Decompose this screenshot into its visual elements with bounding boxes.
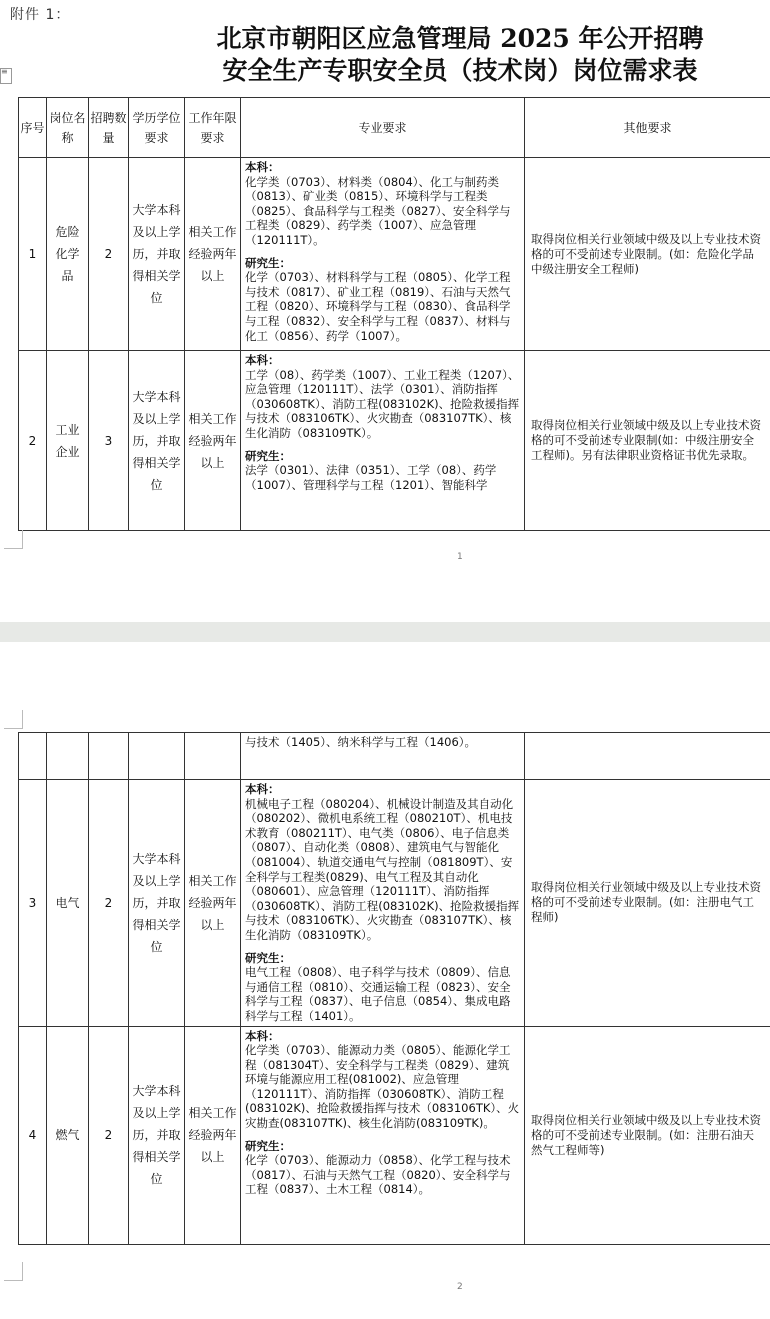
undergrad-majors: 化学类（0703）、能源动力类（0805）、能源化学工程（081304T）、安全科学与工程类（0829）、建筑环境与能源应用工程(081002)、应急管理（120111T）、消防指挥（030608TK）、消防工程(083102K)、抢险救援指挥与技术（083106TK）、火灾勘查(083107TK)、核生化消防(083109TK)。	[245, 1043, 520, 1131]
annex-label: 附件 1：	[10, 7, 71, 23]
row-seq: 4	[19, 1026, 47, 1244]
table-row	[19, 351, 770, 531]
row-experience: 相关工作经验两年以上	[185, 1026, 241, 1244]
table-row	[19, 780, 770, 1027]
page-title-line-1: 北京市朝阳区应急管理局 2025 年公开招聘	[216, 24, 704, 53]
page-corner-mark	[4, 1262, 23, 1281]
postgrad-majors: 电气工程（0808）、电子科学与技术（0809）、信息与通信工程（0810）、交通运输工程（0823）、安全科学与工程（0837）、电子信息（0854）、集成电路科学与工程（1401）。	[245, 965, 511, 1023]
row-education: 大学本科及以上学历，并取得相关学位	[129, 780, 185, 1027]
row-education: 大学本科及以上学历，并取得相关学位	[129, 351, 185, 531]
postgrad-label: 研究生：	[245, 950, 291, 965]
row-major	[241, 1026, 525, 1244]
requirements-table-page-2	[18, 732, 770, 1245]
postgrad-majors: 法学（0301）、法律（0351）、工学（08）、药学（1007）、管理科学与工程（1201）、智能科学	[245, 463, 497, 492]
row-other: 取得岗位相关行业领域中级及以上专业技术资格的可不受前述专业限制。(如：注册石油天然气工程师等)	[525, 1026, 770, 1244]
postgrad-label: 研究生：	[245, 448, 291, 463]
row-other: 取得岗位相关行业领域中级及以上专业技术资格的可不受前述专业限制。(如：危险化学品中级注册安全工程师)	[525, 158, 770, 351]
undergrad-label: 本科：	[245, 782, 280, 796]
row-major	[241, 351, 525, 531]
header-major: 专业要求	[241, 98, 525, 158]
row-position: 工业企业	[47, 351, 89, 531]
page-title-line-2: 安全生产专职安全员（技术岗）岗位需求表	[222, 56, 698, 85]
header-position: 岗位名称	[47, 98, 89, 158]
requirements-table-page-1	[18, 97, 770, 531]
row-count: 2	[89, 1026, 129, 1244]
header-other: 其他要求	[525, 98, 770, 158]
table-row-continued	[19, 733, 770, 780]
row-seq: 1	[19, 158, 47, 351]
postgrad-majors: 化学（0703）、材料科学与工程（0805）、化学工程与技术（0817）、矿业工程（0819）、石油与天然气工程（0820）、环境科学与工程（0830）、食品科学与工程（0832）、安全科学与工程（0837）、材料与化工（0856）、药学（1007）。	[245, 270, 511, 343]
row-count: 2	[89, 158, 129, 351]
undergrad-majors: 化学类（0703）、材料类（0804）、化工与制药类（0813）、矿业类（0815）、环境科学与工程类（0825）、食品科学与工程类（0827）、安全科学与工程类（0829）、药学类（1007）、应急管理（120111T）。	[245, 174, 511, 247]
row-seq: 3	[19, 780, 47, 1027]
row-education: 大学本科及以上学历，并取得相关学位	[129, 1026, 185, 1244]
header-count: 招聘数量	[89, 98, 129, 158]
row-education: 大学本科及以上学历，并取得相关学位	[129, 158, 185, 351]
row-other: 取得岗位相关行业领域中级及以上专业技术资格的可不受前述专业限制。(如：注册电气工程师)	[525, 780, 770, 1027]
document-page-1	[0, 0, 770, 622]
row-major-continued	[241, 733, 525, 780]
page-corner-mark	[4, 530, 23, 549]
row-position: 危险化学品	[47, 158, 89, 351]
row-count: 3	[89, 351, 129, 531]
undergrad-label: 本科：	[245, 160, 280, 174]
row-count: 2	[89, 780, 129, 1027]
undergrad-label: 本科：	[245, 1028, 280, 1043]
table-header-row	[19, 98, 770, 158]
postgrad-label: 研究生：	[245, 255, 291, 270]
margin-marker-icon: ≡	[0, 68, 12, 84]
row-position: 燃气	[47, 1026, 89, 1244]
page-number: 2	[457, 1282, 463, 1292]
row-major	[241, 780, 525, 1027]
page-gap	[0, 622, 770, 642]
row-position: 电气	[47, 780, 89, 1027]
table-row	[19, 1026, 770, 1244]
header-experience: 工作年限要求	[185, 98, 241, 158]
table-row	[19, 158, 770, 351]
row-experience: 相关工作经验两年以上	[185, 780, 241, 1027]
postgrad-majors: 化学（0703）、能源动力（0858）、化学工程与技术（0817）、石油与天然气工程（0820）、安全科学与工程（0837）、土木工程（0814）。	[245, 1153, 511, 1197]
row-seq: 2	[19, 351, 47, 531]
undergrad-majors: 工学（08）、药学类（1007）、工业工程类（1207）、应急管理（120111T）、法学（0301）、消防指挥（030608TK）、消防工程(083102K)、抢险救援指挥与技术（083106TK）、火灾勘查（083107TK）、核生化消防（083109TK）。	[245, 367, 520, 440]
document-page-2	[0, 642, 770, 1319]
row-other: 取得岗位相关行业领域中级及以上专业技术资格的可不受前述专业限制(如：中级注册安全工程师)。另有法律职业资格证书优先录取。	[525, 351, 770, 531]
postgrad-label: 研究生：	[245, 1138, 291, 1153]
row-experience: 相关工作经验两年以上	[185, 158, 241, 351]
row-experience: 相关工作经验两年以上	[185, 351, 241, 531]
page-number: 1	[457, 552, 463, 562]
header-seq: 序号	[19, 98, 47, 158]
page-corner-mark	[4, 710, 23, 729]
postgrad-majors-continued: 与技术（1405）、纳米科学与工程（1406）。	[245, 735, 477, 749]
undergrad-label: 本科：	[245, 353, 280, 367]
undergrad-majors: 机械电子工程（080204）、机械设计制造及其自动化（080202）、微机电系统工程（080210T）、机电技术教育（080211T）、电气类（0806）、电子信息类（0807）、自动化类（0808）、建筑电气与智能化（081004）、轨道交通电气与控制（081809T）、安全科学与工程类(0829)、电气工程及其自动化（080601）、应急管理（120111T）、消防指挥（030608TK）、消防工程(083102K)、抢险救援指挥与技术（083106TK）、火灾勘查（083107TK）、核生化消防（083109TK）。	[245, 796, 520, 942]
header-education: 学历学位要求	[129, 98, 185, 158]
row-major	[241, 158, 525, 351]
